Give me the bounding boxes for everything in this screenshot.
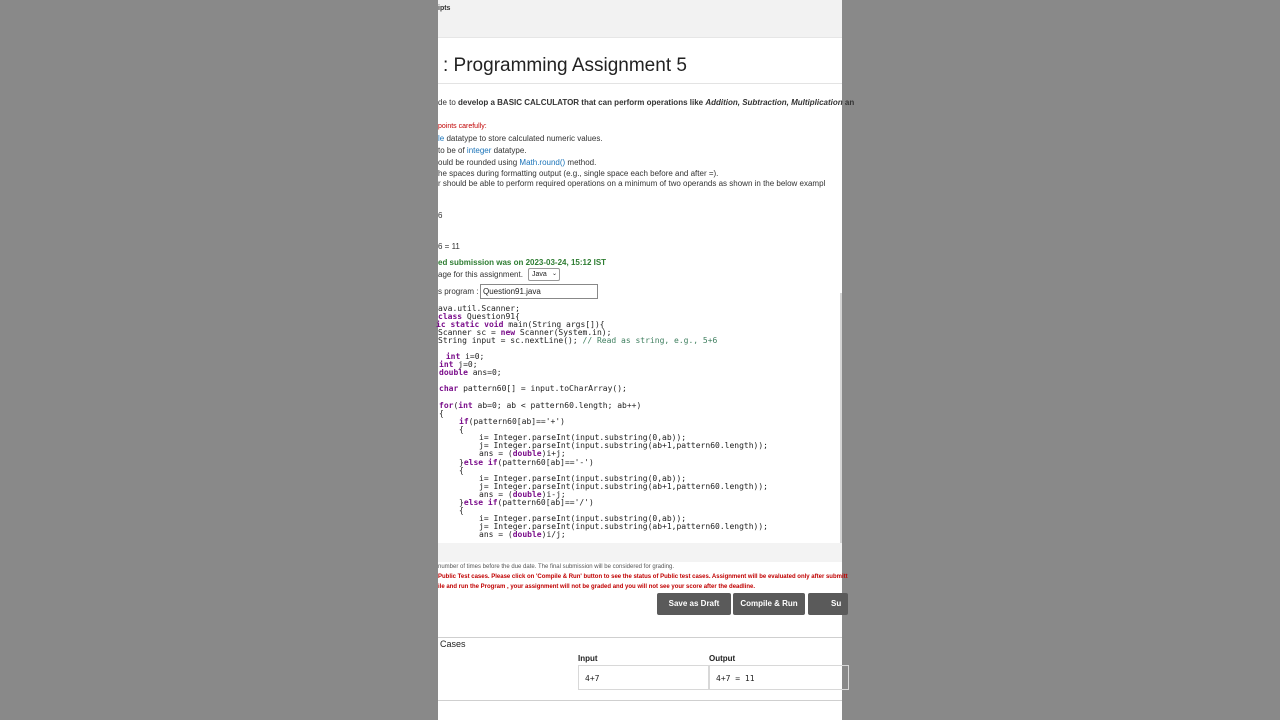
filename-label: s program : [438,287,479,296]
code-token: main(String args[]){ [503,320,605,329]
desc-prefix: de to [438,98,459,107]
code-line [459,426,464,434]
browser-viewport [436,0,855,720]
code-line [479,531,566,539]
top-navigation-bar [438,0,842,38]
code-token: new [500,328,516,337]
code-token: j= Integer.parseInt(input.substring(ab+1,pattern60.length)); [479,482,768,491]
chevron-down-icon: ⌄ [551,271,557,277]
instruction-3-post: method. [565,158,597,167]
testcase-input-cell: 4+7 [578,665,709,690]
output-column-header: Output [709,654,736,663]
instruction-2 [438,146,527,155]
code-token: j=0; [453,360,478,369]
code-token: double [439,368,468,377]
code-token: )i-j; [541,490,566,499]
testcases-divider [438,637,842,638]
code-token: double [512,449,542,458]
code-token: int [441,352,461,361]
code-token: (pattern60[ab]=='+') [468,417,565,426]
code-token: (pattern60[ab]=='-') [497,458,594,467]
code-line [439,369,502,377]
instruction-3-highlight: Math.round() [519,158,566,167]
instruction-2-highlight: integer [466,146,492,155]
code-token: int [439,360,454,369]
filename-input[interactable]: Question91.java [480,284,598,299]
code-token: int [458,401,473,410]
code-token: j= Integer.parseInt(input.substring(ab+1,pattern60.length)); [479,441,768,450]
input-column-header: Input [578,654,598,663]
topbar-label[interactable]: ipts [438,5,451,12]
instruction-5: r should be able to perform required operations on a minimum of two operands as shown in the below exampl [438,179,826,188]
code-token: ans=0; [467,368,502,377]
instructions-header: points carefully: [438,123,487,130]
desc-suffix: an [842,98,855,107]
code-token: else if [463,458,498,467]
code-token: double [512,530,542,539]
example-input: 6 [438,211,443,220]
code-token: } [459,498,464,507]
editor-footer [438,543,842,562]
code-token: Scanner(System.in); [515,328,612,337]
submission-note: number of times before the due date. The final submission will be considered for grading. [438,564,675,570]
code-line [459,507,464,515]
desc-operations: Addition, Subtraction, Multiplication [705,98,843,107]
testcase-warning: Public Test cases. Please click on 'Compile & Run' button to see the status of Public test cases. Assignment will be evaluated only after submitt [438,574,848,580]
instruction-1-highlight: le [438,134,445,143]
code-line [459,467,464,475]
code-token: else if [463,498,498,507]
assignment-description [438,98,854,107]
code-token: { [459,506,464,515]
code-line [439,402,641,410]
bottom-divider [438,700,842,701]
code-token: ava.util.Scanner; [438,304,520,313]
code-token: ans = ( [479,530,513,539]
save-draft-button[interactable]: Save as Draft [657,593,731,615]
page-title: : Programming Assignment 5 [443,55,687,76]
code-token: // Read as string, e.g., 5+6 [582,336,718,345]
code-token: i= Integer.parseInt(input.substring(0,ab)); [479,474,687,483]
code-token: ans = ( [479,449,513,458]
testcase-output-cell: 4+7 = 11 [709,665,849,690]
code-token: ab=0; ab < pattern60.length; ab++) [472,401,642,410]
testcases-title: Cases [440,639,466,649]
code-token: i= Integer.parseInt(input.substring(0,ab)); [479,514,687,523]
desc-bold: develop a BASIC CALCULATOR that can perform operations like [458,98,706,107]
code-token: i=0; [460,352,485,361]
instruction-1-text: datatype to store calculated numeric values. [444,134,603,143]
code-token: double [512,490,542,499]
instruction-1 [438,134,603,143]
code-token: class [438,312,463,321]
code-token: )i/j; [541,530,566,539]
instruction-2-pre: to be of [438,146,467,155]
editor-scrollbar[interactable] [840,293,842,543]
instruction-2-post: datatype. [491,146,527,155]
instruction-3 [438,158,596,167]
code-line [439,385,627,393]
example-output: 6 = 11 [438,242,460,251]
code-token: pattern60[] = input.toCharArray(); [458,384,627,393]
code-editor[interactable] [438,303,842,545]
code-line [459,459,594,467]
code-token: )i+j; [541,449,566,458]
code-line [459,418,565,426]
code-token: j= Integer.parseInt(input.substring(ab+1,pattern60.length)); [479,522,768,531]
code-token: { [439,409,444,418]
code-token: for [439,401,454,410]
instruction-4: he spaces during formatting output (e.g., single space each before and after =). [438,169,719,178]
code-line [479,450,566,458]
code-token: if [459,417,469,426]
instruction-3-pre: ould be rounded using [438,158,520,167]
last-submission-status: ed submission was on 2023-03-24, 15:12 IST [438,258,607,267]
compile-run-button[interactable]: Compile & Run [733,593,805,615]
code-line [438,337,717,345]
code-token: ans = ( [479,490,513,499]
code-token: ic static void [436,320,504,329]
code-line [439,410,444,418]
code-token: String input = sc.nextLine(); [438,336,583,345]
code-token: ( [453,401,459,410]
code-token: Question91{ [462,312,520,321]
code-token: { [459,425,464,434]
language-select[interactable] [528,268,560,281]
code-line [459,499,594,507]
code-token: i= Integer.parseInt(input.substring(0,ab)); [479,433,687,442]
language-value: Java [532,271,547,278]
language-label: age for this assignment. [438,270,523,279]
code-token: Scanner sc = [438,328,501,337]
submit-button[interactable]: Su [808,593,848,615]
grading-warning: ile and run the Program , your assignment will not be graded and you will not see your score after the deadline. [438,584,756,590]
code-token: { [459,466,464,475]
code-token: char [439,384,459,393]
code-token: (pattern60[ab]=='/') [497,498,594,507]
title-divider [438,83,842,84]
code-token: } [459,458,464,467]
